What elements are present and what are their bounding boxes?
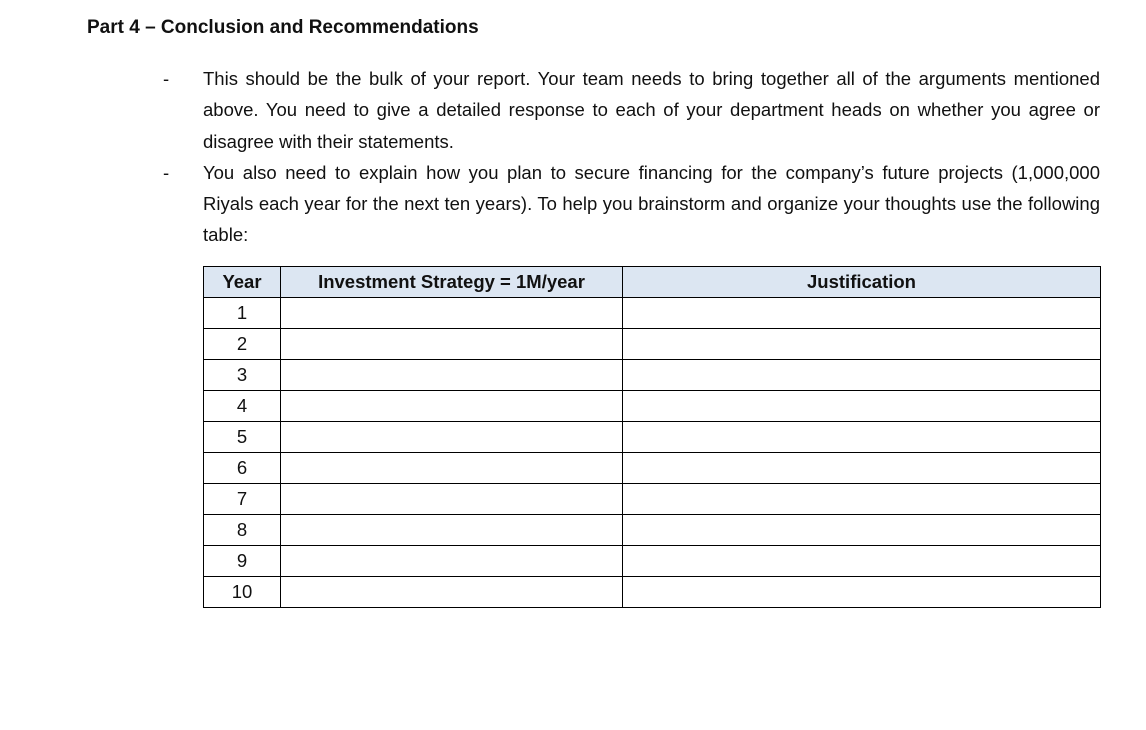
table-row	[204, 360, 1101, 391]
year-cell: 9	[204, 546, 281, 577]
strategy-cell[interactable]	[281, 422, 623, 453]
year-cell: 2	[204, 329, 281, 360]
year-cell: 6	[204, 453, 281, 484]
instruction-item	[160, 157, 1100, 251]
year-cell: 5	[204, 422, 281, 453]
section-heading: Part 4 – Conclusion and Recommendations	[87, 17, 479, 38]
justification-cell[interactable]	[623, 422, 1101, 453]
table-row	[204, 546, 1101, 577]
table-row	[204, 453, 1101, 484]
header-investment-strategy: Investment Strategy = 1M/year	[281, 267, 623, 298]
year-cell: 1	[204, 298, 281, 329]
table-row	[204, 515, 1101, 546]
strategy-cell[interactable]	[281, 546, 623, 577]
strategy-cell[interactable]	[281, 453, 623, 484]
strategy-cell[interactable]	[281, 391, 623, 422]
strategy-cell[interactable]	[281, 329, 623, 360]
justification-cell[interactable]	[623, 577, 1101, 608]
year-cell: 10	[204, 577, 281, 608]
table-row	[204, 577, 1101, 608]
header-year: Year	[204, 267, 281, 298]
justification-cell[interactable]	[623, 515, 1101, 546]
table-row	[204, 484, 1101, 515]
justification-cell[interactable]	[623, 360, 1101, 391]
table-header-row	[204, 267, 1101, 298]
strategy-cell[interactable]	[281, 484, 623, 515]
instruction-item	[160, 63, 1100, 157]
justification-cell[interactable]	[623, 298, 1101, 329]
justification-cell[interactable]	[623, 329, 1101, 360]
table-row	[204, 391, 1101, 422]
year-cell: 7	[204, 484, 281, 515]
strategy-cell[interactable]	[281, 515, 623, 546]
justification-cell[interactable]	[623, 546, 1101, 577]
year-cell: 3	[204, 360, 281, 391]
justification-cell[interactable]	[623, 484, 1101, 515]
strategy-cell[interactable]	[281, 577, 623, 608]
justification-cell[interactable]	[623, 453, 1101, 484]
year-cell: 4	[204, 391, 281, 422]
bullet-dash: -	[163, 68, 170, 89]
strategy-cell[interactable]	[281, 298, 623, 329]
table-body	[204, 298, 1101, 608]
strategy-cell[interactable]	[281, 360, 623, 391]
instructions-list	[160, 63, 1100, 251]
table-row	[204, 298, 1101, 329]
instruction-text: This should be the bulk of your report. Your team needs to bring together all of the arguments mentioned above. You need to give a detailed response to each of your department heads on whether you agree or disagree with their statements.	[203, 68, 1100, 152]
header-justification: Justification	[623, 267, 1101, 298]
instruction-text: You also need to explain how you plan to secure financing for the company’s future projects (1,000,000 Riyals each year for the next ten years). To help you brainstorm and organize your thoughts use the following table:	[203, 161, 1100, 246]
bullet-dash: -	[163, 161, 170, 183]
table-row	[204, 329, 1101, 360]
year-cell: 8	[204, 515, 281, 546]
table-row	[204, 422, 1101, 453]
investment-plan-table	[203, 266, 1101, 608]
justification-cell[interactable]	[623, 391, 1101, 422]
